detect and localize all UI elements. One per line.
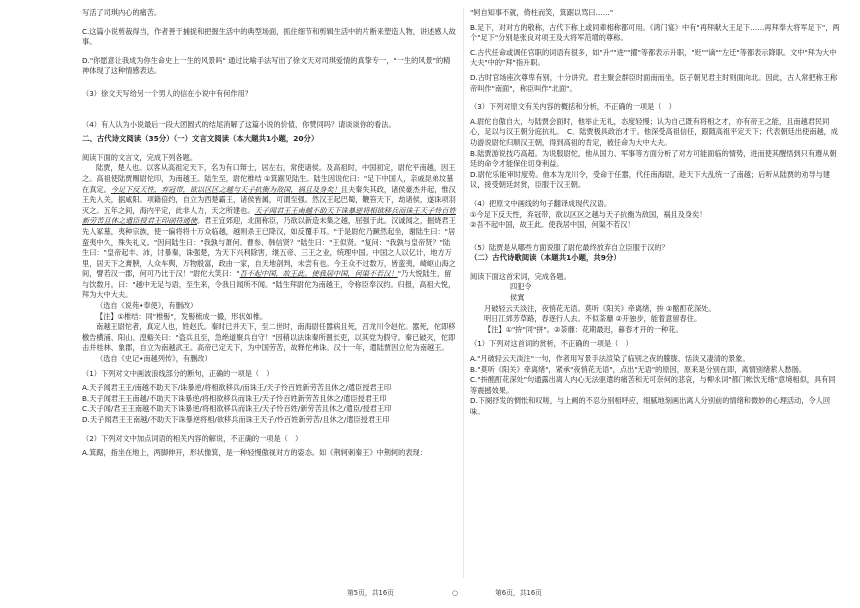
option-a: A.尉佗自傲自大，与陆贾会面时，他举止无礼，态度轻慢；认为自己既有将相之才，亦有帝王之能，且南越君民同心，足以与汉王朝分庭抗礼。 C．陆贾极具政治才干。他深受高祖信任，跟随高祖平定天下；代表朝廷出使南越，成功游说尉佗归顺汉王朝，得到高祖的肯定，被任命为大中大夫。 [470, 116, 838, 147]
question-3: （3）下列对原文有关内容的概括和分析，不正确的一项是（ ） [470, 102, 676, 112]
page-footer [0, 588, 860, 600]
left-page-number: 第5页，共16页 [347, 589, 394, 597]
question-3: （3）徐文天写给另一个男人的信在小说中有何作用？ [82, 88, 252, 98]
question-1: （1）下列对文中画波浪线部分的断句，正确的一项是（ ） [82, 368, 274, 378]
option-d: D.天子闻君王王南越/不助天下诛暴逆将相/欲移兵而诛王天子/怜百姓新劳苦/且休之/遣臣授君王印 [82, 415, 390, 424]
right-page-number: 第6页，共16页 [495, 589, 542, 597]
option-c: C."拚酩酊花深处"句通露出离人内心无法驱遣的痛苦和无可奈何的悲哀，与柳永词"都门帐饮无绪"意境相似，具有同等震撼效果。 [470, 375, 836, 395]
question-5: （5）陆贾是从哪些方面说服了尉佗最终放弃自立臣服于汉的？ [470, 242, 669, 252]
column-divider [463, 8, 464, 578]
poem-author: 侯寘 [510, 293, 525, 303]
option-d: D.下阕抒发的惆怅和叹嗟，与上阙的不忍分别相呼应，细腻地刻画出离人分别前的情绪和微妙的心理活动，令人回味。 [470, 396, 831, 416]
option-a: A.箕踞，指坐在地上，两脚伸开，形状像箕，是一种轻慢傲视对方的姿态。如《荆轲刺秦王》中荆轲的表现： [82, 448, 427, 458]
instruction: 阅读下面的文言文，完成下列各题。 [82, 152, 198, 162]
option-d: D.古时官场座次尊卑有别，十分讲究。君主聚会群臣时面南而坐，臣子朝见君主时则面向北。因此，古人常把称王称帝叫作"南面"，称臣叫作"北面"。 [470, 72, 838, 93]
question-4: （4）有人认为小说最后一段大团圆式的结尾消解了这篇小说的价值，你赞同吗？请谈谈你的看法。 [82, 119, 396, 129]
annotation-note: 【注】①椎结：同"椎髻"，发髻梳成一撮，形状如椎。 [96, 311, 268, 321]
option-c: C.这篇小说剪裁得当，作者善于捕捉和把握生活中的典型场面，抓住细节和剪辑生活中的片断来塑造人物，讲述感人故事。 [82, 26, 456, 47]
instruction: 阅读下面这首宋词，完成各题。 [470, 271, 571, 281]
annotation-note: 【注】①"拚"同"拼"。②荼蘼：花期最迟，暮春才开的一种花。 [484, 324, 683, 334]
text-line: 写活了司琪内心的痛苦。 [82, 8, 162, 17]
passage-paragraph: 南越王尉佗者，真定人也，姓赵氏。秦时已并天下，至二世时，南海尉任嚣病且死，召龙川令赵佗。嚣死，佗即移檄告横浦、阳山、湟谿关曰："盗兵且至，急绝道聚兵自守！"因稍以法诛秦所置长吏，以其党为假守。秦已破灭，佗即击并桂林、象郡，自立为南越武王。高帝已定天下，为中国劳苦，故释佗弗诛。汉十一年，遣陆贾因立佗为南越王。 [82, 322, 456, 353]
option-b: B.天子闻君王王南越/不助天下诛暴逆/将相欲移兵而诛王/天子怜百姓新劳苦且休之/遣臣授君王印 [82, 393, 387, 403]
section-heading: （二）古代诗歌阅读（本题共1小题，共9分） [470, 253, 621, 263]
option-b: B.足下，对对方的敬称，古代下称上或同辈相称都可用。《鸿门宴》中有"再拜献大王足下……再拜奉大将军足下"，两个"足下"分别是张良对项王及大将军范增的尊称。 [470, 22, 840, 43]
right-column [470, 8, 842, 580]
option-d: D."你愿意让我成为你生命史上一生的风景吗" 通过比喻手法写出了徐文天对司琪爱情的真挚专一，"一生的风景"的精神体现了这种情感表达。 [82, 55, 451, 76]
option-c: C.天子闻/君王王南越不助天下诛暴逆/将相欲移兵而诛王/天子怜百姓/新劳苦且休之/遣臣/授君王印 [82, 404, 392, 414]
source-citation: （选自《说苑•奉使》，有删改） [96, 301, 198, 311]
poem-line: 月破轻云天淡注，夜悄花无语。莫听《阳关》牵离绪，拚 ①酩酊花深处。 [484, 303, 716, 313]
option-c: C.古代任命或调任官职的词语有很多，如"升""进""擢"等都表示升职，"贬""谪""左迁"等都表示降职。文中"拜为大中大夫"中的"拜"指升职。 [470, 47, 837, 68]
underlined-sentence: 今足下反天性，弃冠带，欲以区区之越与天子抗衡为敌国，祸且及身矣！ [110, 184, 341, 194]
option-b: B.陆贾游说技巧高超。为说服尉佗，他从国力、军事等方面分析了对方可能面临的情势，进而使其醒悟到只有遵从朝廷的命令才能保住切身利益。 [470, 148, 837, 169]
poem-title: 四犯令 [510, 282, 532, 292]
poem-line: 明日江郊芳草路，春逐行人去。不似荼蘼 ②开独步，能着意留春住。 [484, 314, 702, 324]
option-d: D.尉佗乐能审时度势。他本为龙川令，受命于任嚣，代任南海尉，趁天下大乱统一了南越；后听从陆贾的劝导与建议，接受朝廷封赏，臣服于汉王朝。 [470, 169, 831, 190]
passage-text: 且夫秦失其政，诸侯豪杰并起，惟汉王先入关，据咸阳。项籍倍约，自立为西楚霸王，诸侯皆属，可谓至强。然汉王起巴蜀，鞭笞天下，劫诸侯，遂诛项羽灭之。五年之间，海内平定，此非人力，天之所建也。 [82, 184, 456, 215]
option-a: A.天子闻君王王/南越不助天下/诛暴逆/将相欲移兵/而诛王/天子怜百姓新劳苦且休之/遣臣授君王印 [82, 383, 392, 393]
passage-paragraph [82, 163, 457, 301]
translate-sentence-1: ①今足下反天性，弃冠带，欲以区区之越与天子抗衡为敌国，祸且及身矣！ [470, 209, 707, 219]
question-4: （4）把原文中画线的句子翻译成现代汉语。 [470, 198, 612, 208]
source-citation: （选自《史记•南越列传》，有删改） [96, 354, 212, 364]
option-b: B."莫听《阳关》牵离绪"，紧承"夜悄花无语"，点出"无语"的原因，原来是分别在即，离情别绪萦人愁肠。 [470, 364, 807, 374]
option-a: A."月破轻云天淡注"一句，作者用写景手法渲染了临别之夜的朦胧、恬淡又凄清的景象。 [470, 354, 750, 364]
translate-sentence-2: ②吾不起中国，故王此。使我居中国，何渠不若汉！ [470, 220, 635, 230]
passage-text: 。君王宜郊迎，北面称臣，乃欲以新造未集之越，屈强于此。汉诚闻之，掘烧君王先人冢墓，夷种宗族，使一偏将将十万众临越，越则杀王已降汉，如反覆手耳。"于是尉佗乃蹶然起坐，谢陆生曰："居蛮夷中久，殊失礼义。"因问陆生曰："我孰与萧何、曹参、韩信贤？"陆生曰："王似贤。"复问："我孰与皇帝贤？"陆生曰："皇帝起丰、沛，讨暴秦，诛强楚，为天下兴利除害，继五帝、三王之业，统理中国。中国之人以亿计，地方万里，居天下之膏腴，人众车舆，万物殷富，政由一家，自天地剖判，未尝有也。今王众不过数万，皆蛮夷，崎岖山海之间，譬若汉一郡，何可乃比于汉！"尉佗大笑曰：" [82, 216, 456, 279]
question-1: （1）下列对这首词的赏析，不正确的一项是（ ） [470, 339, 633, 349]
wavy-underlined-sentence: 天子闻君王王南越不助天下诛暴逆将相欲移兵而诛王天子怜百姓新劳苦且休之遣臣授君王印剖符通使 [82, 205, 456, 226]
left-column [82, 8, 457, 580]
passage-text: "乃大悦陆生，留与饮数月。曰："越中无足与语，至生来，令我日闻所不闻。"陆生拜尉佗为南越王，令称臣奉汉约。归报，高祖大悦，拜为大中大夫。 [82, 269, 456, 300]
binding-hole-mark: ○ [452, 589, 458, 597]
question-2: （2）下列对文中加点词语的相关内容的解说，不正确的一项是（ ） [82, 433, 303, 443]
underlined-sentence: 吾不起中国，故王此。使我居中国，何渠不若汉！ [239, 269, 398, 279]
section-heading: 二、古代诗文阅读（35分）（一）文言文阅读（本大题共1小题，20分） [82, 134, 319, 144]
text-line: "轲自知事不就，倚柱而笑，箕踞以骂曰……" [470, 8, 614, 17]
passage-text: 陆贾，楚人也。以客从高祖定天下，名为有口辩士，居左右，常使诸侯。及高祖时，中国初定，尉佗平南越，因王之。高祖使陆贾赐尉佗印，为南越王。陆生至，尉佗椎结 ①箕踞见陆生。陆生因说佗曰："足下中国人，亲戚昆弟坟墓在真定。 [82, 163, 456, 194]
